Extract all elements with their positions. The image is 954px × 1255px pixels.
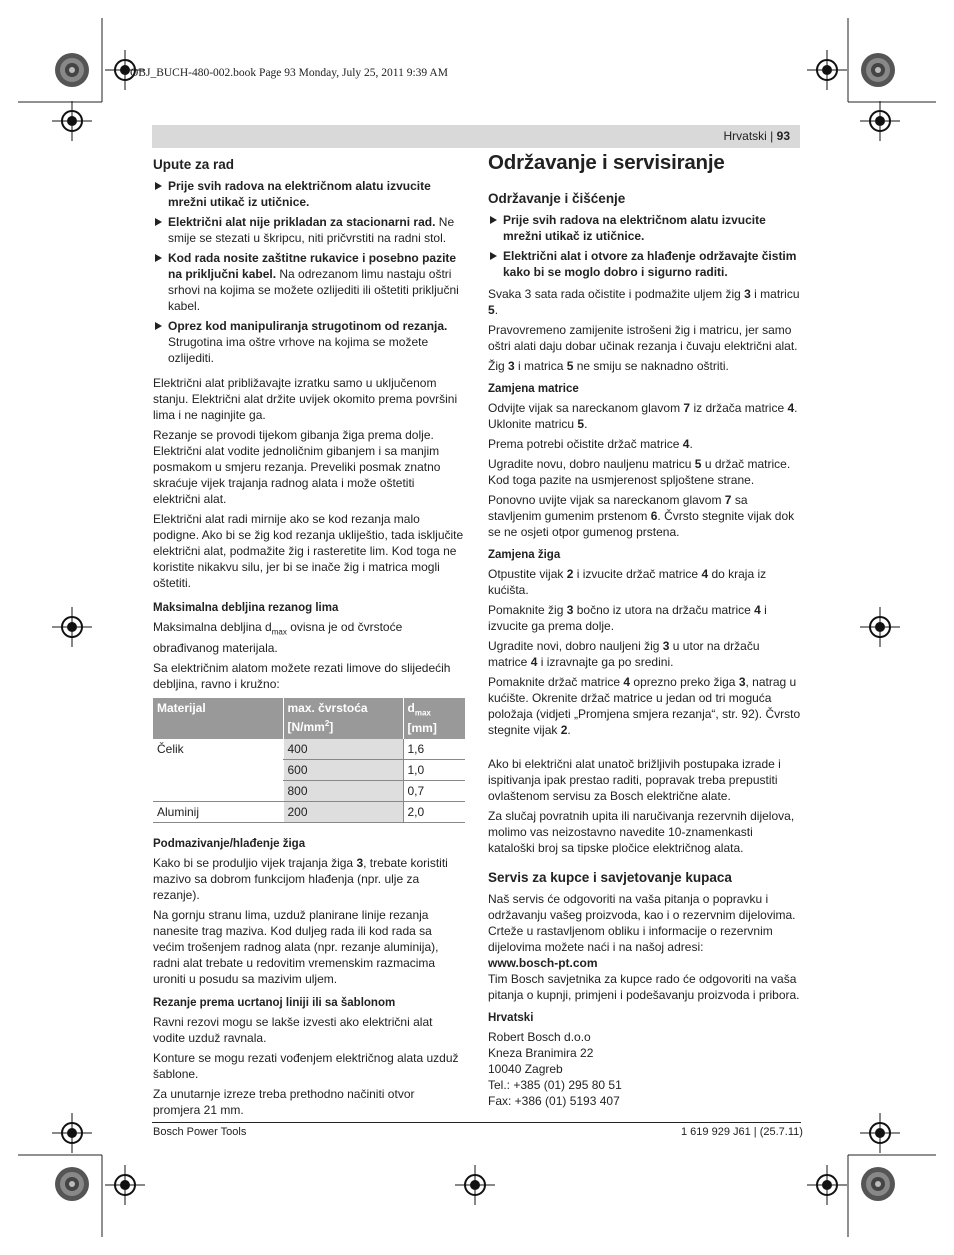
address-line: 10040 Zagreb — [488, 1062, 563, 1076]
table-row — [153, 780, 465, 801]
table-cell-material — [153, 780, 283, 801]
table-cell-material — [153, 759, 283, 780]
paragraph — [488, 638, 801, 670]
registration-target-top-right — [807, 50, 847, 90]
bullet-triangle-icon — [155, 254, 162, 262]
paragraph — [488, 456, 801, 488]
text: . — [567, 723, 571, 737]
bullet-bold: Električni alat i otvore za hlađenje održavajte čistim kako bi se moglo dobro i sigurno raditi. — [503, 249, 797, 279]
punch-replacement-heading: Zamjena žiga — [488, 549, 561, 561]
right-column — [488, 150, 801, 1109]
color-wheel-top-right — [860, 52, 896, 88]
paragraph — [488, 400, 801, 432]
lubrication-heading: Podmazivanje/hlađenje žiga — [153, 837, 306, 850]
text: max. čvrstoća — [287, 701, 368, 716]
table-cell-material: Čelik — [157, 742, 184, 757]
text: i matrica — [514, 359, 567, 373]
ref-number: 4 — [754, 603, 761, 617]
paragraph: Električni alat približavajte izratku samo u uključenom stanju. Električni alat držite uvijek okomito prema površini lima i ne naginjite ga. — [153, 376, 458, 422]
address-line: Robert Bosch d.o.o — [488, 1030, 591, 1044]
text: , trebate koristiti mazivo sa dobrom funkcijom hlađenja (npr. ulje za rezanje). — [153, 855, 448, 902]
paragraph: Naš servis će odgovoriti na vaša pitanja o popravku i održavanju vašeg proizvoda, kao i o rezervnim dijelovima. Crteže u rastavljenom obliku i informacije o rezervnim dijelovima možete naći i na našoj adresi: — [488, 892, 796, 954]
text: d — [407, 701, 415, 716]
cutting-line-heading: Rezanje prema ucrtanoj liniji ili sa šablonom — [153, 996, 396, 1009]
bullet-bold: Oprez kod manipuliranja strugotinom od rezanja. — [168, 319, 448, 333]
text: Prema potrebi očistite držač matrice — [488, 437, 683, 451]
ref-number: 3 — [508, 359, 515, 373]
country-heading: Hrvatski — [488, 1012, 534, 1024]
text: Ugradite novi, dobro nauljeni žig — [488, 639, 663, 653]
paragraph — [488, 492, 801, 540]
text: Ugradite novu, dobro nauljenu matricu — [488, 457, 695, 471]
paragraph: Rezanje se provodi tijekom gibanja žiga prema dolje. Električni alat vodite jednoličnim gibanjem i sa manjim posmakom u smjeru rezanja. Preveliki posmak znatno skraćuje vijek trajanja radnog alata i može oštetiti električni alat. — [153, 428, 441, 506]
registration-target-bottom-left — [52, 1113, 92, 1153]
right-bullet-2 — [488, 248, 801, 280]
text: Otpustite vijak — [488, 567, 567, 581]
ref-number: 2 — [566, 567, 574, 581]
text: Pomaknite držač matrice — [488, 675, 624, 689]
paragraph — [488, 674, 801, 738]
text: do kraja iz kućišta. — [488, 567, 767, 597]
paragraph — [153, 855, 465, 903]
text: . — [689, 437, 693, 451]
maintenance-heading: Održavanje i čišćenje — [488, 191, 626, 206]
header-language: Hrvatski — [723, 129, 767, 143]
bullet-triangle-icon — [155, 182, 162, 190]
bullet-triangle-icon — [490, 216, 497, 224]
paragraph: Za slučaj povratnih upita ili naručivanja rezervnih dijelova, molimo vas neizostavno navedite 10-znamenkasti kataloški broj sa tipske pločice električnog alata. — [488, 809, 795, 855]
ref-number: 4 — [787, 401, 795, 415]
die-replacement-heading: Zamjena matrice — [488, 383, 579, 395]
footer-divider — [152, 1122, 801, 1123]
header-separator: | — [766, 129, 777, 143]
text: Svaka 3 sata rada očistite i podmažite uljem žig — [488, 287, 745, 301]
bullet-bold: Električni alat nije prikladan za stacionarni rad. — [168, 215, 436, 229]
text: . Čvrsto stegnite vijak dok se ne osjeti otpor gumenog prstena. — [488, 509, 795, 539]
phone-line: Tel.: +385 (01) 295 80 51 — [488, 1078, 622, 1092]
text: . Uklonite matricu — [488, 401, 798, 431]
bullet-bold: Prije svih radova na električnom alatu izvucite mrežni utikač iz utičnice. — [503, 213, 766, 243]
table-cell-thickness: 1,0 — [403, 759, 465, 780]
paragraph — [488, 436, 801, 452]
table-cell-thickness: 1,6 — [403, 739, 465, 760]
text: Maksimalna debljina d — [153, 620, 272, 634]
color-wheel-bottom-left — [54, 1166, 90, 1202]
text: i izvucite držač matrice — [573, 567, 702, 581]
address-line: Kneza Branimira 22 — [488, 1046, 594, 1060]
ref-number: 3 — [566, 603, 574, 617]
text: Kako bi se produljio vijek trajanja žiga — [153, 855, 357, 870]
page-header-label — [724, 129, 791, 143]
text: i matricu — [750, 287, 800, 301]
text: [mm] — [407, 720, 437, 735]
ref-number: 4 — [682, 437, 690, 451]
paragraph: Sa električnim alatom možete rezati limove do slijedećih debljina, ravno i kružno: — [153, 661, 451, 692]
url-text[interactable]: www.bosch-pt.com — [488, 956, 598, 970]
color-wheel-bottom-right — [860, 1166, 896, 1202]
ref-number: 4 — [701, 567, 709, 581]
registration-target-bottom-right-2 — [807, 1165, 847, 1205]
table-cell-material: Aluminij — [153, 801, 283, 822]
registration-target-top-center — [455, 1165, 495, 1205]
table-header-thickness — [403, 698, 465, 738]
text: oprezno preko žiga — [630, 675, 739, 689]
table-header-material: Materijal — [153, 698, 283, 738]
paragraph: Konture se mogu rezati vođenjem električnog alata uzduž šablone. — [153, 1050, 459, 1081]
registration-target-top-right-2 — [860, 101, 900, 141]
text: ovisna je od čvrstoće obrađivanog materijala. — [153, 620, 403, 656]
customer-service-heading: Servis za kupce i savjetovanje kupaca — [488, 870, 732, 885]
table-cell-strength: 800 — [283, 780, 403, 801]
text: ] — [329, 720, 334, 735]
right-bullet-1 — [488, 212, 801, 244]
ref-number: 3 — [744, 287, 751, 301]
text: Pomaknite žig — [488, 603, 567, 617]
fax-line: Fax: +386 (01) 5193 407 — [488, 1094, 620, 1108]
table-row — [153, 801, 465, 822]
text: . — [584, 417, 588, 431]
ref-number: 3 — [662, 639, 670, 653]
table-row — [153, 759, 465, 780]
text: ne smiju se naknadno oštriti. — [573, 359, 729, 373]
ref-number: 5 — [577, 417, 585, 431]
ref-number: 3 — [738, 675, 746, 689]
table-cell-thickness: 2,0 — [403, 801, 465, 822]
footer-catalog-number: 1 619 929 J61 | (25.7.11) — [681, 1126, 803, 1138]
paragraph: Ako bi električni alat unatoč brižljivih postupaka izrade i ispitivanja ipak prestao raditi, popravak treba prepustiti ovlaštenom servisu za Bosch električne alate. — [488, 757, 781, 803]
bullet-text: Strugotina ima oštre vrhove na kojima se možete ozlijediti. — [168, 335, 429, 365]
ref-number: 7 — [724, 493, 732, 507]
ref-number: 5 — [488, 303, 495, 317]
table-cell-strength: 600 — [283, 759, 403, 780]
text: Odvijte vijak sa nareckanom glavom — [488, 401, 684, 415]
print-info: OBJ_BUCH-480-002.book Page 93 Monday, July 25, 2011 9:39 AM — [130, 67, 448, 79]
ref-number: 4 — [623, 675, 631, 689]
ref-number: 4 — [530, 655, 538, 669]
text: , natrag u kućište. Okrenite držač matrice u jedan od tri moguća položaja (vidjeti „Promjena smjera rezanja“, str. 92). Čvrsto stegnite vijak — [488, 675, 801, 737]
ref-number: 5 — [566, 359, 574, 373]
registration-target-bottom-right — [860, 1113, 900, 1153]
ref-number: 7 — [683, 401, 691, 415]
bullet-text: Ne smije se stezati u škripcu, niti pričvrstiti na radni stol. — [168, 215, 455, 245]
registration-target-top-left-2 — [52, 101, 92, 141]
table-cell-strength: 200 — [283, 801, 403, 822]
paragraph: Na gornju stranu lima, uzduž planirane linije rezanja nanesite trag maziva. Kod duljeg rada ili kod rada sa većim trošenjem radnog alata (npr. rezanje aluminija), radni alat trebate u redovitim vremenskim razmacima uroniti u posudu sa mazivim uljem. — [153, 907, 439, 986]
paragraph: Pravovremeno zamijenite istrošeni žig i matricu, jer samo oštri alati daju dobar učinak rezanja i čuvaju električni alat. — [488, 323, 798, 353]
bullet-triangle-icon — [155, 218, 162, 226]
text: u utor na držaču matrice — [488, 639, 760, 669]
ref-number: 3 — [356, 855, 364, 870]
max-thickness-heading: Maksimalna debljina rezanog lima — [153, 602, 339, 614]
left-bullet-1 — [153, 178, 465, 210]
text: . — [494, 303, 499, 317]
text: u držač matrice. Kod toga pazite na usmjerenost spljoštene strane. — [488, 457, 791, 487]
text: Ponovno uvijte vijak sa nareckanom glavom — [488, 493, 725, 507]
paragraph: Električni alat radi mirnije ako se kod rezanja malo podigne. Ako bi se žig kod rezanja ukliještio, tada isključite električni alat, podmažite žig i rasteretite lim. Kod toga ne koristite nikakvu silu, jer bi se inače žig i matrica mogli oštetiti. — [153, 512, 464, 590]
color-wheel-top-left — [54, 52, 90, 88]
bullet-triangle-icon — [155, 322, 162, 330]
table-header-row — [153, 698, 465, 738]
page-number: 93 — [776, 129, 790, 143]
table-cell-thickness: 0,7 — [403, 780, 465, 801]
left-bullet-4 — [153, 318, 465, 366]
paragraph: Ravni rezovi mogu se lakše izvesti ako električni alat vodite uzduž ravnala. — [153, 1014, 433, 1045]
text: iz držača matrice — [690, 401, 788, 415]
paragraph: Tim Bosch savjetnika za kupce rado će odgovoriti na vaša pitanja o kupnji, primjeni i podešavanju proizvoda i pribora. — [488, 972, 800, 1002]
footer-brand: Bosch Power Tools — [153, 1126, 247, 1138]
page-header-bar — [152, 125, 800, 148]
subscript: max — [414, 708, 431, 718]
text: i izvucite ga prema dolje. — [488, 603, 767, 633]
text: sa stavljenim gumenim prstenom — [488, 493, 748, 523]
text: bočno iz utora na držaču matrice — [573, 603, 755, 617]
paragraph — [488, 358, 801, 374]
thickness-table — [153, 698, 465, 822]
text: [N/mm — [287, 720, 325, 735]
bullet-triangle-icon — [490, 252, 497, 260]
paragraph: Za unutarnje izreze treba prethodno načiniti otvor promjera 21 mm. — [153, 1086, 415, 1117]
registration-target-mid-right — [860, 607, 900, 647]
paragraph — [153, 619, 465, 656]
text: i izravnajte ga po sredini. — [537, 655, 674, 669]
paragraph — [488, 286, 801, 318]
website-link[interactable] — [488, 955, 801, 971]
ref-number: 6 — [650, 509, 658, 523]
paragraph — [488, 566, 801, 598]
paragraph — [488, 602, 801, 634]
text: Žig — [488, 359, 509, 373]
superscript: 2 — [324, 719, 330, 729]
table-cell-strength: 400 — [283, 739, 403, 760]
bullet-text: Na odrezanom limu nastaju oštri srhovi na kojima se možete ozlijediti ili oštetiti priključni kabel. — [168, 267, 459, 313]
left-column — [153, 156, 465, 1122]
registration-target-bottom-left-2 — [105, 1165, 145, 1205]
subscript: max — [271, 627, 287, 637]
page-title: Održavanje i servisiranje — [488, 151, 725, 174]
left-bullet-3 — [153, 250, 465, 314]
bullet-bold: Prije svih radova na električnom alatu izvucite mrežni utikač iz utičnice. — [168, 179, 431, 209]
table-header-strength — [283, 698, 403, 738]
ref-number: 5 — [694, 457, 702, 471]
registration-target-mid-left — [52, 607, 92, 647]
left-bullet-2 — [153, 214, 465, 246]
ref-number: 2 — [560, 723, 568, 737]
table-row — [153, 739, 465, 760]
upute-heading: Upute za rad — [153, 157, 235, 172]
bullet-bold: Kod rada nosite zaštitne rukavice i posebno pazite na priključni kabel. — [168, 251, 457, 281]
